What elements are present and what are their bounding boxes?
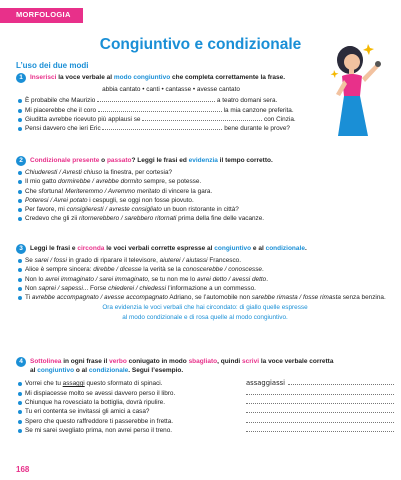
answer-blank[interactable] bbox=[98, 106, 222, 112]
list-item: Spero che questo raffreddore ti passerebbe in fretta. bbox=[16, 417, 394, 426]
list-item: Se mi sarei svegliato prima, non avrei perso il treno. bbox=[16, 426, 394, 435]
verb-choice[interactable]: chiederei / chiedessi bbox=[108, 284, 167, 292]
answer-blank[interactable] bbox=[97, 96, 215, 102]
list-item: Tu eri contenta se invitassi gli amici a casa? bbox=[16, 407, 394, 416]
list-item: Non saprei / sapessi... Forse chiederei / chiedessi l’informazione a un commesso. bbox=[16, 284, 394, 293]
answer-blank[interactable] bbox=[142, 115, 262, 121]
exercise-3-list bbox=[16, 256, 394, 302]
list-item: Credevo che gli zii ritornerebbero / sarebbero ritornati prima della fine delle vacanze. bbox=[16, 214, 394, 223]
list-item: Alice è sempre sincera: direbbe / dicesse la verità se la conoscerebbe / conoscesse. bbox=[16, 265, 394, 274]
verb-choice[interactable]: avrei detto / avessi detto bbox=[196, 275, 267, 283]
verb-choice[interactable]: dormirebbe / avrebbe dormito bbox=[58, 178, 142, 186]
list-item: Mi dispiacesse molto se avessi davvero perso il libro. bbox=[16, 389, 394, 398]
list-item: Non lo avrei immaginato / sarei immaginato, se tu non me lo avrei detto / avessi detto. bbox=[16, 275, 394, 284]
exercise-2 bbox=[16, 156, 394, 224]
exercise-2-list bbox=[16, 168, 394, 224]
exercise-number: 3 bbox=[16, 244, 26, 254]
verb-choice[interactable]: Chiuderesti / Avresti chiuso bbox=[25, 169, 103, 176]
verb-choice[interactable]: sarebbe rimasta / fosse rimasta bbox=[251, 294, 341, 302]
list-item: Se sarei / fossi in grado di riparare il televisore, aiuterei / aiutassi Francesco. bbox=[16, 256, 394, 265]
answer-blank[interactable] bbox=[246, 426, 394, 435]
list-item: Ti avrebbe accompagnato / avesse accompagnato Adriano, se l’automobile non sarebbe rimasta / fosse rimasta senza benzina. bbox=[16, 293, 394, 302]
verb-choice[interactable]: ritornerebbero / sarebbero ritornati bbox=[79, 215, 177, 223]
answer-blank[interactable] bbox=[246, 407, 394, 416]
list-item: Che sfortuna! Meriteremmo / Avremmo meritato di vincere la gara. bbox=[16, 187, 394, 196]
page-title: Congiuntivo e condizionale bbox=[99, 36, 302, 53]
answer-blank[interactable] bbox=[246, 389, 394, 398]
answer-blank[interactable] bbox=[102, 124, 222, 130]
verb-choice[interactable]: conoscerebbe / conoscesse bbox=[182, 266, 262, 274]
verb-choice[interactable]: direbbe / dicesse bbox=[93, 266, 142, 274]
section-subtitle: L’uso dei due modi bbox=[16, 61, 89, 70]
exercise-1-list bbox=[16, 96, 326, 133]
list-item: Mi piacerebbe che il coro la mia canzone preferita. bbox=[16, 106, 326, 115]
exercise-1 bbox=[16, 73, 326, 133]
example-answer: assaggiassi bbox=[246, 378, 286, 387]
answer-blank[interactable] bbox=[246, 417, 394, 426]
exercise-3 bbox=[16, 244, 394, 322]
exercise-number: 1 bbox=[16, 73, 26, 83]
answer-blank[interactable] bbox=[246, 398, 394, 407]
list-item: Chiunque ha rovesciato la bottiglia, dovrà ripulire. bbox=[16, 398, 394, 407]
list-item: Poteresi / Avrei potato i cespugli, se oggi non fosse piovuto. bbox=[16, 196, 394, 205]
verb-choice[interactable]: consiglieresti / avreste consigliato bbox=[66, 206, 162, 214]
underlined-verb: assaggi bbox=[62, 379, 85, 387]
list-item: Vorrei che tu assaggi questo sformato di spinaci. assaggiassi bbox=[16, 379, 394, 389]
page-number: 168 bbox=[16, 465, 30, 474]
highlight-note: Ora evidenzia le voci verbali che hai circondato: di giallo quelle espresse al modo condizionale e di rosa quelle al modo congiuntivo. bbox=[102, 304, 308, 321]
exercise-3-instructions: 3 Leggi le frasi e circonda le voci verbali corrette espresse al congiuntivo e al condizionale. bbox=[16, 244, 394, 254]
list-item: Per favore, mi consiglieresti / avreste consigliato un buon ristorante in città? bbox=[16, 205, 394, 214]
list-item: È probabile che Maurizio a teatro domani sera. bbox=[16, 96, 326, 105]
exercise-4-list bbox=[16, 379, 394, 435]
list-item: Il mio gatto dormirebbe / avrebbe dormito sempre, se potesse. bbox=[16, 177, 394, 186]
singer-illustration-icon bbox=[328, 40, 386, 140]
section-tag: MORFOLOGIA bbox=[0, 8, 83, 23]
exercise-4 bbox=[16, 357, 394, 435]
exercise-number: 2 bbox=[16, 156, 26, 166]
verb-choice[interactable]: sarei / fossi bbox=[34, 257, 67, 264]
exercise-1-instructions: 1 Inserisci la voce verbale al modo congiuntivo che completa correttamente la frase. bbox=[16, 73, 326, 83]
list-item: Pensi davvero che ieri Eric bene durante le prove? bbox=[16, 124, 326, 133]
exercise-2-instructions: 2 Condizionale presente o passato? Leggi le frasi ed evidenzia il tempo corretto. bbox=[16, 156, 394, 166]
list-item: Giuditta avrebbe ricevuto più applausi se con Cinzia. bbox=[16, 115, 326, 124]
verb-choice[interactable]: avrebbe accompagnato / avesse accompagnato bbox=[31, 294, 168, 302]
exercise-number: 4 bbox=[16, 357, 26, 367]
verb-choice[interactable]: saprei / sapessi bbox=[38, 284, 83, 292]
verb-options: abbia cantato • canti • cantasse • avesse cantato bbox=[102, 86, 240, 93]
verb-choice[interactable]: avrei immaginato / sarei immaginato bbox=[45, 275, 148, 283]
exercise-4-instructions: 4 Sottolinea in ogni frase il verbo coniugato in modo sbagliato, quindi scrivi la voce verbale corretta al congiuntivo o al condizionale. Segui l’esempio. bbox=[16, 357, 394, 376]
verb-choice[interactable]: aiuterei / aiutassi bbox=[159, 257, 208, 264]
list-item: Chiuderesti / Avresti chiuso la finestra, per cortesia? bbox=[16, 168, 394, 177]
verb-choice[interactable]: Poteresi / Avrei potato bbox=[25, 196, 88, 204]
verb-choice[interactable]: Meriteremmo / Avremmo meritato bbox=[65, 187, 160, 195]
